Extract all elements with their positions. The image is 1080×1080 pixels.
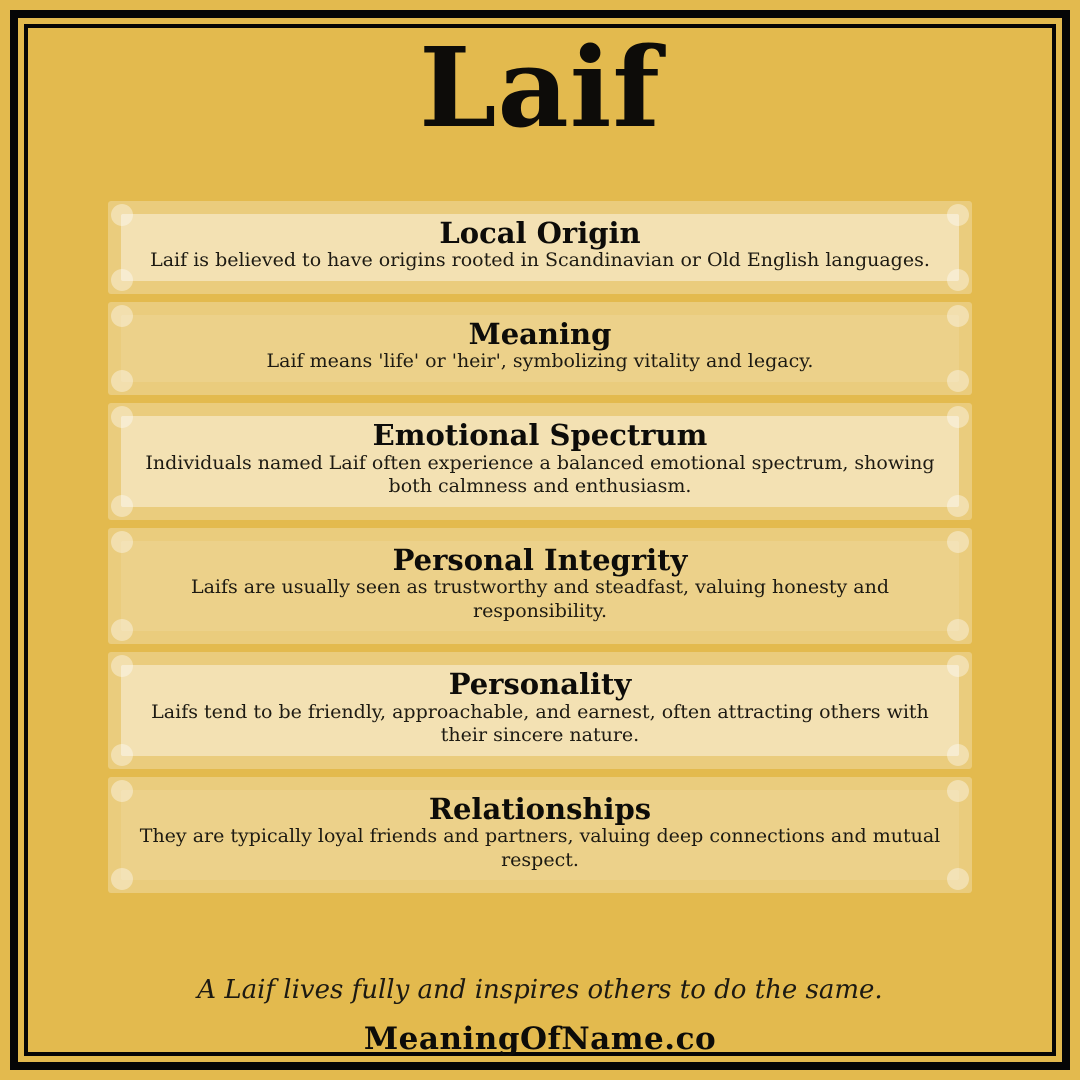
corner-dot-icon [111,370,133,392]
corner-dot-icon [947,495,969,517]
corner-dot-icon [947,744,969,766]
corner-dot-icon [111,204,133,226]
corner-dot-icon [947,370,969,392]
corner-dot-icon [111,495,133,517]
sections-list [108,201,972,901]
section-card-inner [121,665,959,756]
section-heading: Emotional Spectrum [372,418,708,453]
brand-name: MeaningOfName.co [363,1021,717,1058]
corner-dot-icon [947,269,969,291]
section-body: Laifs are usually seen as trustworthy and steadfast, valuing honesty and responsibility. [190,576,890,622]
corner-dot-icon [111,305,133,327]
corner-dot-icon [111,744,133,766]
section-card-inner [121,416,959,507]
corner-dot-icon [111,269,133,291]
corner-dot-icon [947,619,969,641]
section-card-inner [121,315,959,382]
section-heading: Personal Integrity [392,542,688,577]
section-body: Laif means 'life' or 'heir', symbolizing vitality and legacy. [266,350,814,373]
corner-dot-icon [947,780,969,802]
section-body: Individuals named Laif often experience a balanced emotional spectrum, showing both calmness and enthusiasm. [145,451,935,498]
section-card-inner [121,541,959,632]
section-body: Laif is believed to have origins rooted in Scandinavian or Old English languages. [150,249,930,272]
section-card [108,302,972,395]
section-heading: Local Origin [439,216,641,250]
corner-dot-icon [111,780,133,802]
corner-dot-icon [947,406,969,428]
corner-dot-icon [947,531,969,553]
name-title: Laif [419,23,661,152]
section-body: They are typically loyal friends and partners, valuing deep connections and mutual respect. [139,825,941,871]
corner-dot-icon [111,619,133,641]
section-card [108,201,972,294]
corner-dot-icon [111,868,133,890]
corner-dot-icon [111,655,133,677]
section-heading: Personality [448,667,632,702]
corner-dot-icon [947,868,969,890]
section-heading: Relationships [428,791,652,826]
section-card-inner [121,790,959,881]
corner-dot-icon [947,204,969,226]
section-card [108,403,972,520]
section-body: Laifs tend to be friendly, approachable, and earnest, often attracting others with their sincere nature. [151,700,929,747]
section-heading: Meaning [468,317,612,352]
section-card [108,652,972,769]
section-card [108,528,972,645]
section-card-inner [121,214,959,281]
corner-dot-icon [111,531,133,553]
section-card [108,777,972,894]
corner-dot-icon [111,406,133,428]
corner-dot-icon [947,305,969,327]
tagline: A Laif lives fully and inspires others to do the same. [197,975,883,1006]
corner-dot-icon [947,655,969,677]
